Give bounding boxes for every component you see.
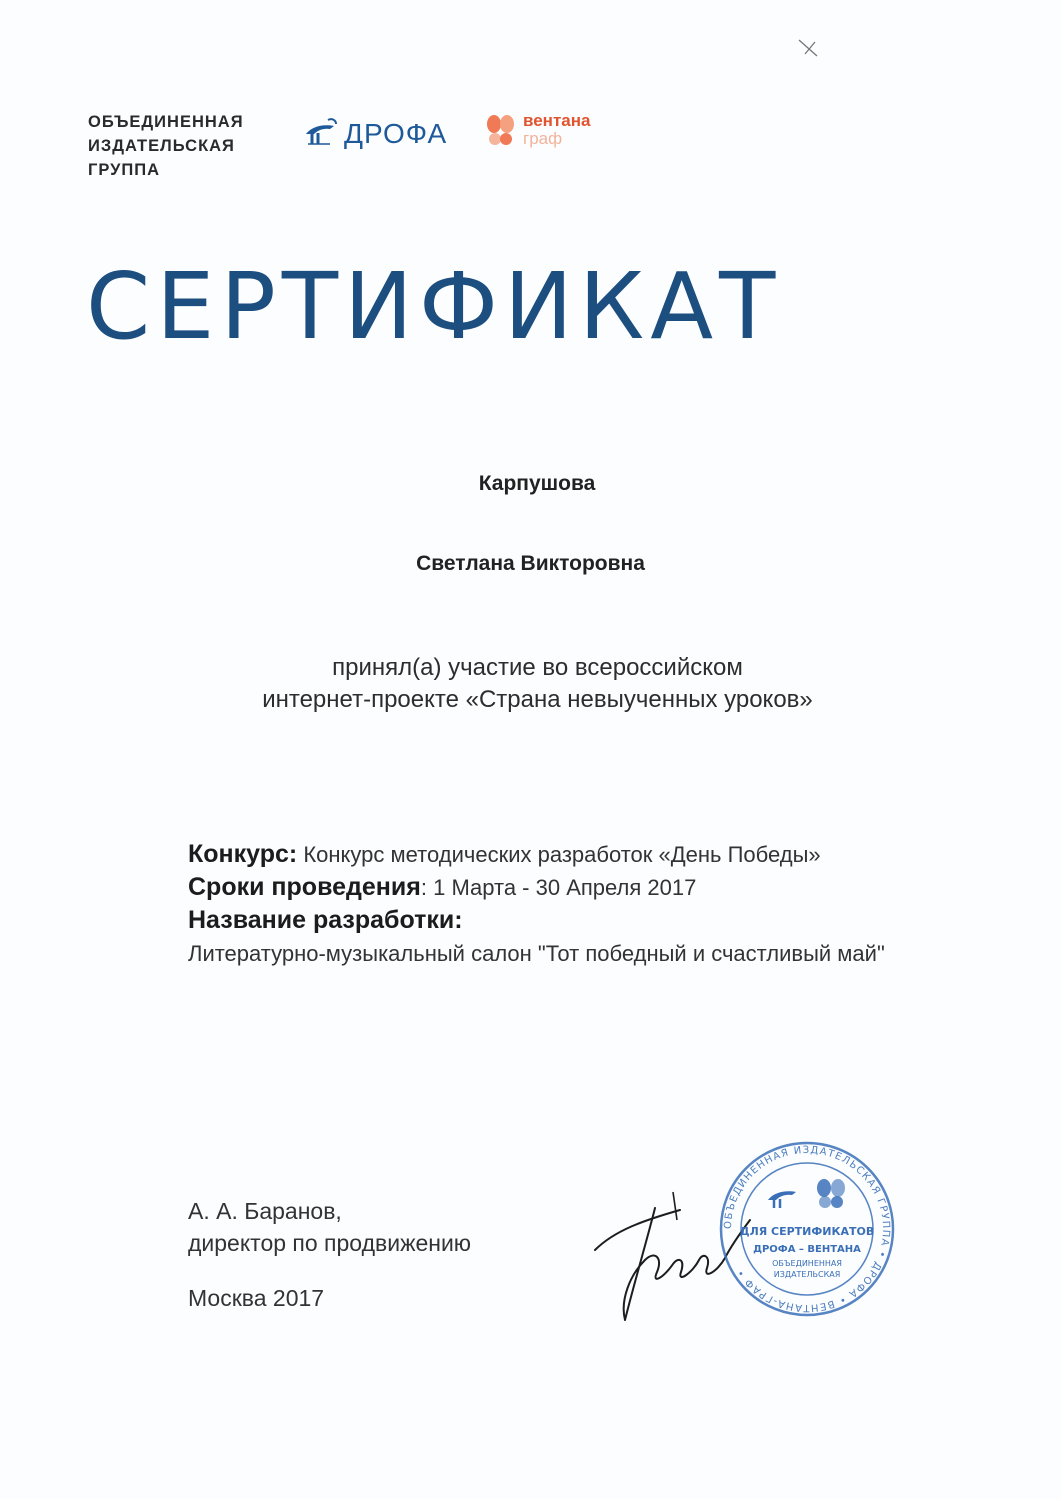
stamp-outer-text: ОБЪЕДИНЕННАЯ ИЗДАТЕЛЬСКАЯ ГРУППА • ДРОФА • ВЕНТАНА-ГРАФ •	[722, 1144, 892, 1314]
work-title-label: Название разработки:	[188, 906, 463, 934]
drofa-logo-text: ДРОФА	[344, 118, 448, 149]
certificate-title: СЕРТИФИКАТ	[86, 253, 782, 360]
stamp-bird-icon	[768, 1191, 796, 1208]
graf-logo-text: граф	[523, 129, 563, 148]
stamp-center-line: ДЛЯ СЕРТИФИКАТОВ	[739, 1225, 875, 1238]
group-logo-line: ОБЪЕДИНЕННАЯ	[88, 113, 244, 131]
official-stamp	[718, 1140, 896, 1323]
label-colon: :	[288, 840, 298, 868]
contest-row	[188, 838, 948, 871]
recipient-given-names: Светлана Викторовна	[416, 552, 645, 575]
publishing-group-logo	[88, 110, 244, 182]
ventana-graf-logo	[485, 112, 590, 148]
drofa-logo	[300, 112, 447, 156]
group-logo-line: ИЗДАТЕЛЬСКАЯ	[88, 137, 235, 155]
city-year: Москва 2017	[188, 1285, 325, 1311]
participation-line: интернет-проекте «Страна невыученных уроков»	[262, 686, 813, 713]
work-title-value: Литературно-музыкальный салон "Тот победный и счастливый май"	[188, 941, 885, 966]
period-label: Сроки проведения	[188, 873, 421, 901]
participation-text	[0, 652, 1061, 716]
participation-line: принял(а) участие во всероссийском	[332, 654, 743, 681]
label-colon: :	[420, 875, 427, 900]
stamp-center-line: ДРОФА – ВЕНТАНА	[753, 1244, 861, 1255]
pen-mark	[795, 36, 825, 65]
period-row	[188, 871, 948, 904]
stamp-center-line: ОБЪЕДИНЕННАЯ	[772, 1259, 842, 1268]
ventana-logo-text: вентана	[523, 111, 591, 130]
work-title-row	[188, 904, 948, 937]
recipient-surname: Карпушова	[478, 472, 596, 495]
contest-details	[188, 838, 948, 971]
bird-icon	[300, 114, 340, 154]
group-logo-line: ГРУППА	[88, 161, 161, 179]
stamp-center-line: ИЗДАТЕЛЬСКАЯ	[773, 1270, 841, 1279]
signatory-position: директор по продвижению	[188, 1230, 472, 1256]
contest-value: Конкурс методических разработок «День Победы»	[303, 842, 821, 867]
butterfly-icon	[485, 112, 517, 148]
signatory-block	[188, 1195, 471, 1259]
period-value: 1 Марта - 30 Апреля 2017	[433, 875, 697, 900]
stamp-butterfly-icon	[817, 1179, 845, 1208]
contest-label: Конкурс	[188, 840, 289, 868]
signatory-name: А. А. Баранов,	[188, 1198, 342, 1224]
